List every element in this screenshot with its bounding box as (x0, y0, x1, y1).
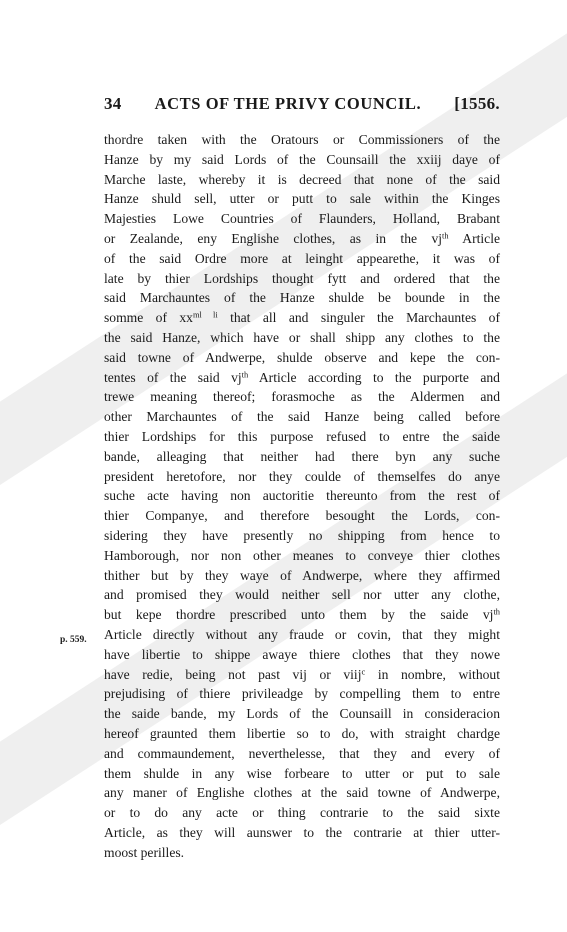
text-line: them shulde in any wise forbeare to utter or put to sale (104, 765, 500, 781)
text-line: Hamborough, nor non other meanes to conveye thier clothes (104, 547, 500, 563)
text-line: said towne of Andwerpe, shulde observe and kepe the con- (104, 349, 500, 365)
margin-page-reference: p. 559. (60, 635, 87, 645)
text-line: thier Lordships for this purpose refused to entre the saide (104, 428, 500, 444)
text-line: hereof graunted them libertie so to do, with straight chardge (104, 725, 500, 741)
text-line: Hanze shuld sell, utter or putt to sale within the Kinges (104, 191, 500, 207)
text-line: prejudising of thiere privileadge by compelling them to entre (104, 686, 500, 702)
text-line: bande, alleaging that neither had there byn any suche (104, 448, 500, 464)
text-line: the saide bande, my Lords of the Counsaill in consideracion (104, 706, 500, 722)
text-line: said Marchauntes of the Hanze shulde be bounde in the (104, 290, 500, 306)
text-line: trewe meaning thereof; forasmoche as the Aldermen and (104, 389, 500, 405)
text-line: Hanze by my said Lords of the Counsaill the xxiij daye of (104, 151, 500, 167)
text-line: or to do any acte or thing contrarie to the said sixte (104, 805, 500, 821)
text-line: the said Hanze, which have or shall shipp any clothes to the (104, 329, 500, 345)
text-line: moost perilles. (104, 844, 185, 860)
text-line: have redie, being not past vij or viij$^c$ in nombre, without (104, 665, 500, 682)
text-line: tentes of the said $vj^{th}$ Article according to the purporte and (104, 368, 500, 385)
year-marker: [1556. (454, 94, 500, 113)
text-line: somme of $xx^{ml li}$ that all and singuler the Marchauntes of (104, 309, 500, 326)
text-line: Marche laste, whereby it is decreed that none of the said (104, 171, 500, 187)
body-paragraph (104, 130, 500, 862)
text-line: sidering they have presently no shipping from hence to (104, 527, 500, 543)
text-line: Article, as they will aunswer to the contrarie at thier utter- (104, 824, 500, 840)
text-line: thier Companye, and therefore besought the Lords, con- (104, 508, 500, 524)
text-line: or Zealande, eny Englishe clothes, as in the $vj^{th}$ Article (104, 230, 500, 246)
text-line: other Marchauntes of the said Hanze being called before (104, 409, 500, 425)
text-line: Article directly without any fraude or covin, that they might (104, 626, 500, 642)
text-line: and commaundement, neverthelesse, that they and every of (104, 745, 500, 761)
text-line: suche acte having non auctoritie thereunto from the rest of (104, 488, 500, 504)
text-line: and promised they would neither sell nor utter any clothe, (104, 587, 500, 603)
text-line: president heretofore, nor they coulde of themselfes do anye (104, 468, 500, 484)
text-line: thordre taken with the Oratours or Commissioners of the (104, 132, 500, 147)
text-line: have libertie to shippe awaye thiere clothes that they nowe (104, 646, 500, 662)
text-line: any maner of Englishe clothes at the said towne of Andwerpe, (104, 785, 500, 801)
text-line: of the said Ordre more at leinght appearethe, it was of (104, 250, 500, 266)
text-line: Majesties Lowe Countries of Flaunders, Holland, Brabant (104, 211, 500, 227)
running-header (104, 94, 500, 114)
page-number: 34 (104, 94, 122, 113)
text-line: late by thier Lordships thought fytt and ordered that the (104, 270, 500, 286)
text-line: but kepe thordre prescribed unto them by the saide $vj^{th}$ (104, 606, 500, 623)
text-line: thither but by they waye of Andwerpe, where they affirmed (104, 567, 500, 583)
running-title: ACTS OF THE PRIVY COUNCIL. (154, 94, 422, 113)
